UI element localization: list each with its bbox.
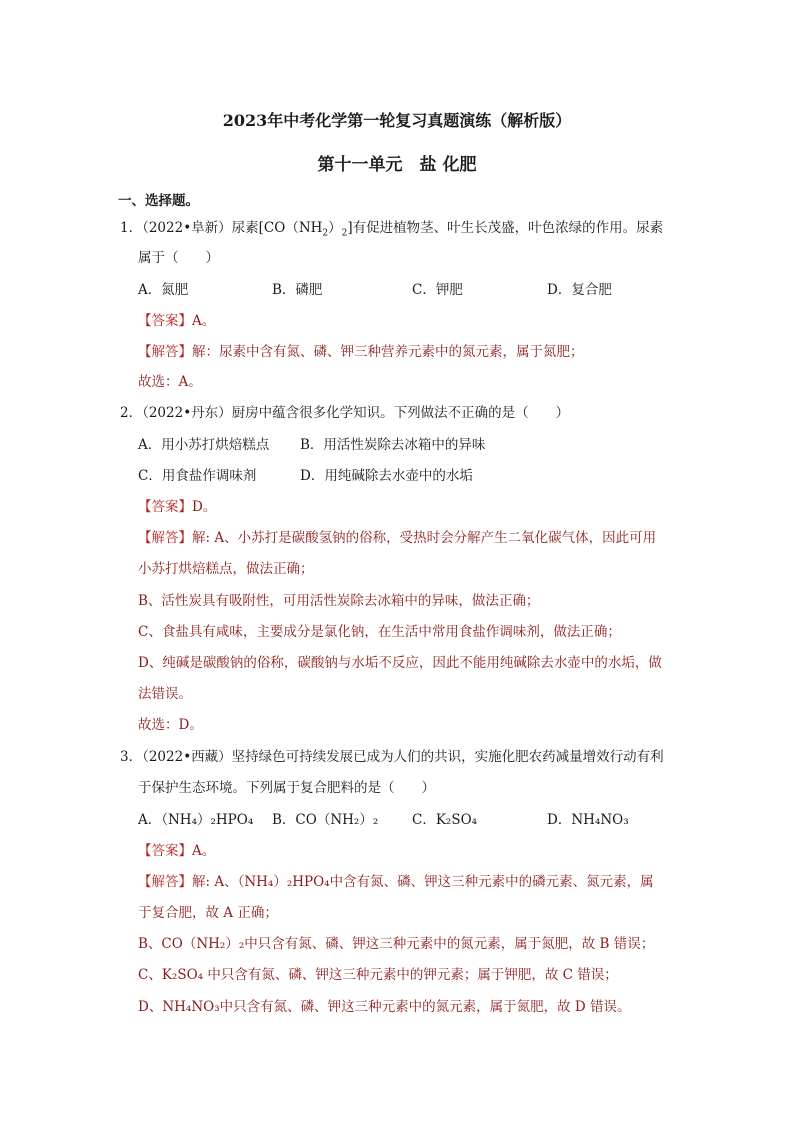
section-heading: 一、选择题。 [118,193,199,209]
page-title: 2023年中考化学第一轮复习真题演练（解析版） [222,111,572,130]
q2-option-d: D．用纯碱除去水壶中的水垢 [300,468,473,484]
q3-answer: 【答案】A。 [138,843,216,859]
q3-analysis-line1: 【解答】解: A、（NH₄）₂HPO₄中含有氮、磷、钾这三种元素中的磷元素、氮元素，属 [138,874,654,890]
q3-analysis-line3: B、CO（NH₂）₂中只含有氮、磷、钾这三种元素中的氮元素，属于氮肥，故 B 错误； [138,936,655,952]
q2-analysis-line2: 小苏打烘焙糕点，做法正确； [138,561,314,577]
q3-stem-line2: 于保护生态环境。下列属于复合肥料的是（ ） [138,780,435,796]
q3-option-a: A．（NH₄）₂HPO₄ [138,812,254,828]
q3-option-c: C．K₂SO₄ [412,812,478,828]
q2-conclusion: 故选：D。 [138,717,203,733]
q2-stem: 2．（2022•丹东）厨房中蕴含很多化学知识。下列做法不正确的是（ ） [120,405,570,421]
q1-answer: 【答案】A。 [138,313,216,329]
q2-option-a: A．用小苏打烘焙糕点 [138,437,270,453]
q1-option-b: B．磷肥 [272,282,323,298]
q1-stem-line1: 1．（2022•阜新）尿素$[CO(NH_2)_2]$有促进植物茎、叶生长茂盛，叶色浓绿的作用。尿素 [120,220,664,239]
q3-stem-line1: 3．（2022•西藏）坚持绿色可持续发展已成为人们的共识，实施化肥农药减量增效行动有利 [120,749,664,765]
q1-conclusion: 故选：A。 [138,374,202,390]
q2-option-c: C．用食盐作调味剂 [138,468,257,484]
q3-analysis-line2: 于复合肥，故 A 正确； [138,905,278,921]
q1-analysis: 【解答】解：尿素中含有氮、磷、钾三种营养元素中的氮元素，属于氮肥； [138,344,584,360]
q1-stem-line2: 属于（ ） [138,250,219,266]
q2-analysis-line5: D、纯碱是碳酸钠的俗称，碳酸钠与水垢不反应，因此不能用纯碱除去水壶中的水垢，做 [138,655,662,671]
q2-analysis-line1: 【解答】解: A、小苏打是碳酸氢钠的俗称，受热时会分解产生二氧化碳气体，因此可用 [138,530,657,546]
q1-option-d: D．复合肥 [547,282,612,298]
q3-analysis-line4: C、K₂SO₄ 中只含有氮、磷、钾这三种元素中的钾元素；属于钾肥，故 C 错误； [138,967,618,983]
q2-analysis-line3: B、活性炭具有吸附性，可用活性炭除去冰箱中的异味，做法正确； [138,593,540,609]
q3-analysis-line5: D、NH₄NO₃中只含有氮、磷、钾这三种元素中的氮元素，属于氮肥，故 D 错误。 [138,999,631,1015]
q1-option-a: A．氮肥 [138,282,189,298]
q2-analysis-line6: 法错误。 [138,686,192,702]
q3-option-d: D．NH₄NO₃ [547,812,629,828]
q2-answer: 【答案】D。 [138,499,217,515]
q1-option-c: C．钾肥 [412,282,463,298]
q2-option-b: B．用活性炭除去冰箱中的异味 [300,437,486,453]
q2-analysis-line4: C、食盐具有咸味，主要成分是氯化钠，在生活中常用食盐作调味剂，做法正确； [138,624,621,640]
unit-subtitle: 第十一单元 盐 化肥 [317,155,477,175]
q3-option-b: B．CO（NH₂）₂ [272,812,379,828]
